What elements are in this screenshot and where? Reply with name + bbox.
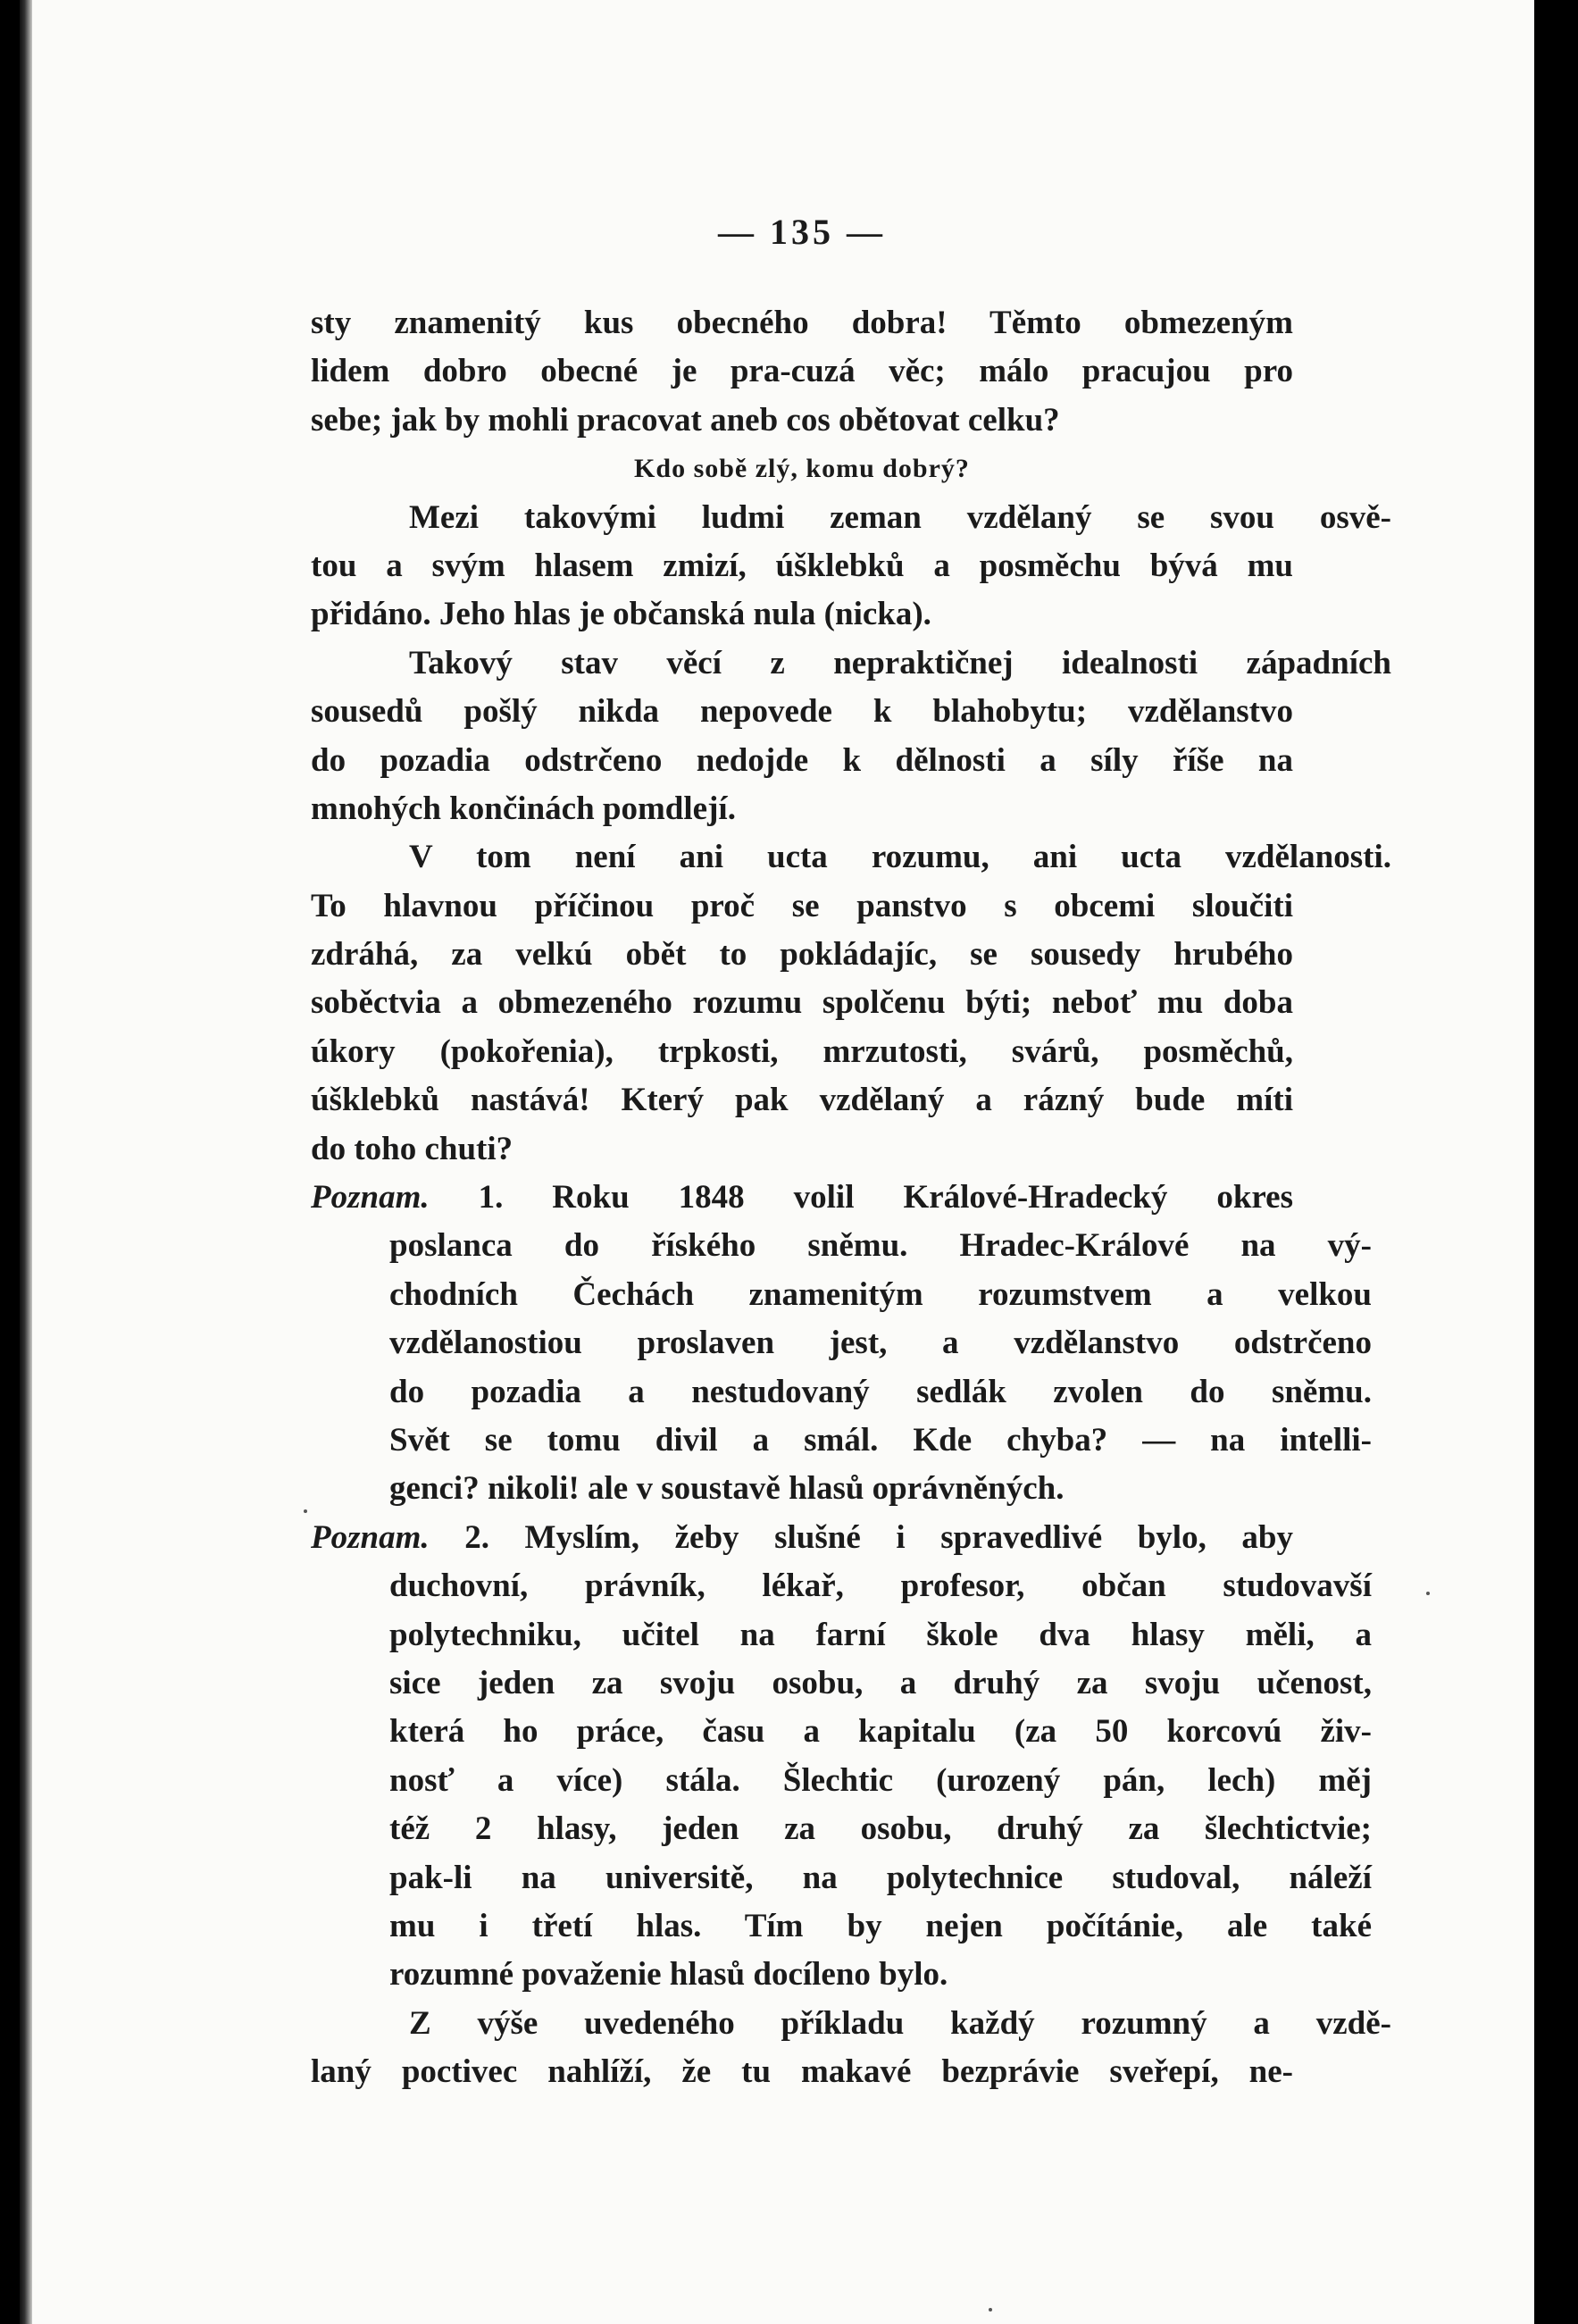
page-right-border: [1534, 0, 1556, 2324]
text-line: [311, 1708, 1372, 1756]
line-text: zdráhá, za velkú obět to pokládajíc, se sousedy hrubého: [311, 936, 1293, 974]
text-line: [311, 1854, 1372, 1902]
text-line: [311, 1319, 1372, 1367]
text-line: [311, 931, 1293, 979]
line-text: sousedů pošlý nikda nepovede k blahobytu; vzdělanstvo: [311, 693, 1293, 731]
text-line: [311, 542, 1293, 590]
text-line: [311, 1514, 1293, 1562]
print-speck: [989, 2308, 992, 2311]
line-text: která ho práce, času a kapitalu (za 50 korcovú živ-: [389, 1713, 1372, 1751]
line-text: To hlavnou příčinou proč se panstvo s obcemi sloučiti: [311, 887, 1293, 924]
text-line: [311, 1951, 1372, 1999]
text-line: [311, 1562, 1372, 1610]
line-text: 2. Myslím, žeby slušné i spravedlivé bylo, aby: [429, 1518, 1293, 1556]
line-text: úšklebků nastává! Který pak vzdělaný a rázný bude míti: [311, 1082, 1293, 1119]
note-label: Poznam.: [311, 1179, 430, 1216]
print-speck: [304, 1509, 307, 1513]
page-number-prefix: —: [718, 212, 757, 252]
print-speck: [1426, 1592, 1430, 1595]
text-line: [311, 1757, 1372, 1805]
line-text: sice jeden za svoju osobu, a druhý za svoju učenost,: [389, 1664, 1372, 1701]
line-text: Takový stav věcí z nepraktičnej idealnosti západních: [409, 644, 1391, 681]
line-text: V tom není ani ucta rozumu, ani ucta vzdělanosti.: [409, 839, 1391, 876]
line-text: polytechniku, učitel na farní škole dva hlasy měli, a: [389, 1616, 1372, 1653]
line-text: pak-li na universitě, na polytechnice studoval, náleží: [389, 1859, 1372, 1896]
line-text: Svět se tomu divil a smál. Kde chyba? — na intelli-: [389, 1421, 1372, 1459]
text-line: [311, 494, 1391, 542]
line-text: do toho chuti?: [311, 1130, 513, 1167]
text-line: [311, 979, 1293, 1027]
text-line: [311, 833, 1391, 882]
text-line: [311, 1125, 1293, 1174]
text-line: [311, 1222, 1372, 1270]
line-text: přidáno. Jeho hlas je občanská nula (nicka).: [311, 596, 931, 633]
text-line: [311, 445, 1293, 493]
text-line: [311, 1465, 1372, 1513]
text-line: [311, 1805, 1372, 1853]
line-text: nosť a více) stála. Šlechtic (urozený pán, lech) měj: [389, 1761, 1372, 1799]
line-text: duchovní, právník, lékař, profesor, občan studovavší: [389, 1567, 1372, 1605]
line-text: soběctvia a obmezeného rozumu spolčenu býti; neboť mu doba: [311, 984, 1293, 1022]
line-text: chodních Čechách znamenitým rozumstvem a velkou: [389, 1275, 1372, 1313]
line-text: Kdo sobě zlý, komu dobrý?: [634, 454, 970, 484]
line-text: tou a svým hlasem zmizí, úšklebků a posměchu bývá mu: [311, 547, 1293, 584]
line-text: Z výše uvedeného příkladu každý rozumný a vzdě-: [409, 2004, 1391, 2042]
line-text: genci? nikoli! ale v soustavě hlasů oprávněných.: [389, 1470, 1065, 1508]
text-line: [311, 1271, 1372, 1319]
text-line: [311, 299, 1293, 347]
page-number-value: 135: [770, 212, 834, 252]
line-text: lidem dobro obecné je pra-cuzá věc; málo pracujou pro: [311, 353, 1293, 390]
text-line: [311, 1174, 1293, 1222]
text-line: [311, 1417, 1372, 1465]
line-text: do pozadia a nestudovaný sedlák zvolen do sněmu.: [389, 1373, 1372, 1410]
text-line: [311, 347, 1293, 396]
text-line: [311, 1611, 1372, 1659]
text-lines: [311, 299, 1391, 2096]
line-text: vzdělanostiou proslaven jest, a vzdělanstvo odstrčeno: [389, 1325, 1372, 1362]
line-text: rozumné považenie hlasů docíleno bylo.: [389, 1956, 948, 1994]
line-text: poslanca do říského sněmu. Hradec-Králové na vý-: [389, 1227, 1372, 1265]
text-line: [311, 590, 1293, 639]
line-text: mnohých končinách pomdlejí.: [311, 790, 736, 827]
text-line: [311, 785, 1293, 833]
line-text: Mezi takovými ludmi zeman vzdělaný se svou osvě-: [409, 498, 1391, 536]
text-line: [311, 1368, 1372, 1417]
text-line: [311, 1659, 1372, 1708]
page-number-suffix: —: [847, 212, 886, 252]
text-line: [311, 1076, 1293, 1124]
text-line: [311, 1028, 1293, 1076]
line-text: sty znamenitý kus obecného dobra! Těmto obmezeným: [311, 305, 1293, 341]
line-text: úkory (pokořenia), trpkosti, mrzutosti, svárů, posměchů,: [311, 1032, 1293, 1070]
text-line: [311, 688, 1293, 736]
scanned-page: [20, 0, 1556, 2324]
page-binding-edge: [20, 0, 32, 2324]
text-line: [311, 737, 1293, 785]
text-line: [311, 2000, 1391, 2048]
page-number: [311, 205, 1293, 259]
note-label: Poznam.: [311, 1518, 430, 1556]
line-text: laný poctivec nahlíží, že tu makavé bezprávie sveřepí, ne-: [311, 2053, 1293, 2091]
text-line: [311, 397, 1293, 445]
text-line: [311, 1902, 1372, 1951]
line-text: 1. Roku 1848 volil Králové-Hradecký okres: [429, 1179, 1293, 1216]
text-line: [311, 640, 1391, 688]
line-text: mu i třetí hlas. Tím by nejen počítánie, ale také: [389, 1907, 1372, 1944]
page-text-block: [311, 205, 1391, 2096]
text-line: [311, 882, 1293, 931]
text-line: [311, 2048, 1293, 2096]
line-text: sebe; jak by mohli pracovat aneb cos obětovat celku?: [311, 401, 1060, 439]
line-text: též 2 hlasy, jeden za osobu, druhý za šlechtictvie;: [389, 1810, 1372, 1848]
line-text: do pozadia odstrčeno nedojde k dělnosti a síly říše na: [311, 741, 1293, 779]
